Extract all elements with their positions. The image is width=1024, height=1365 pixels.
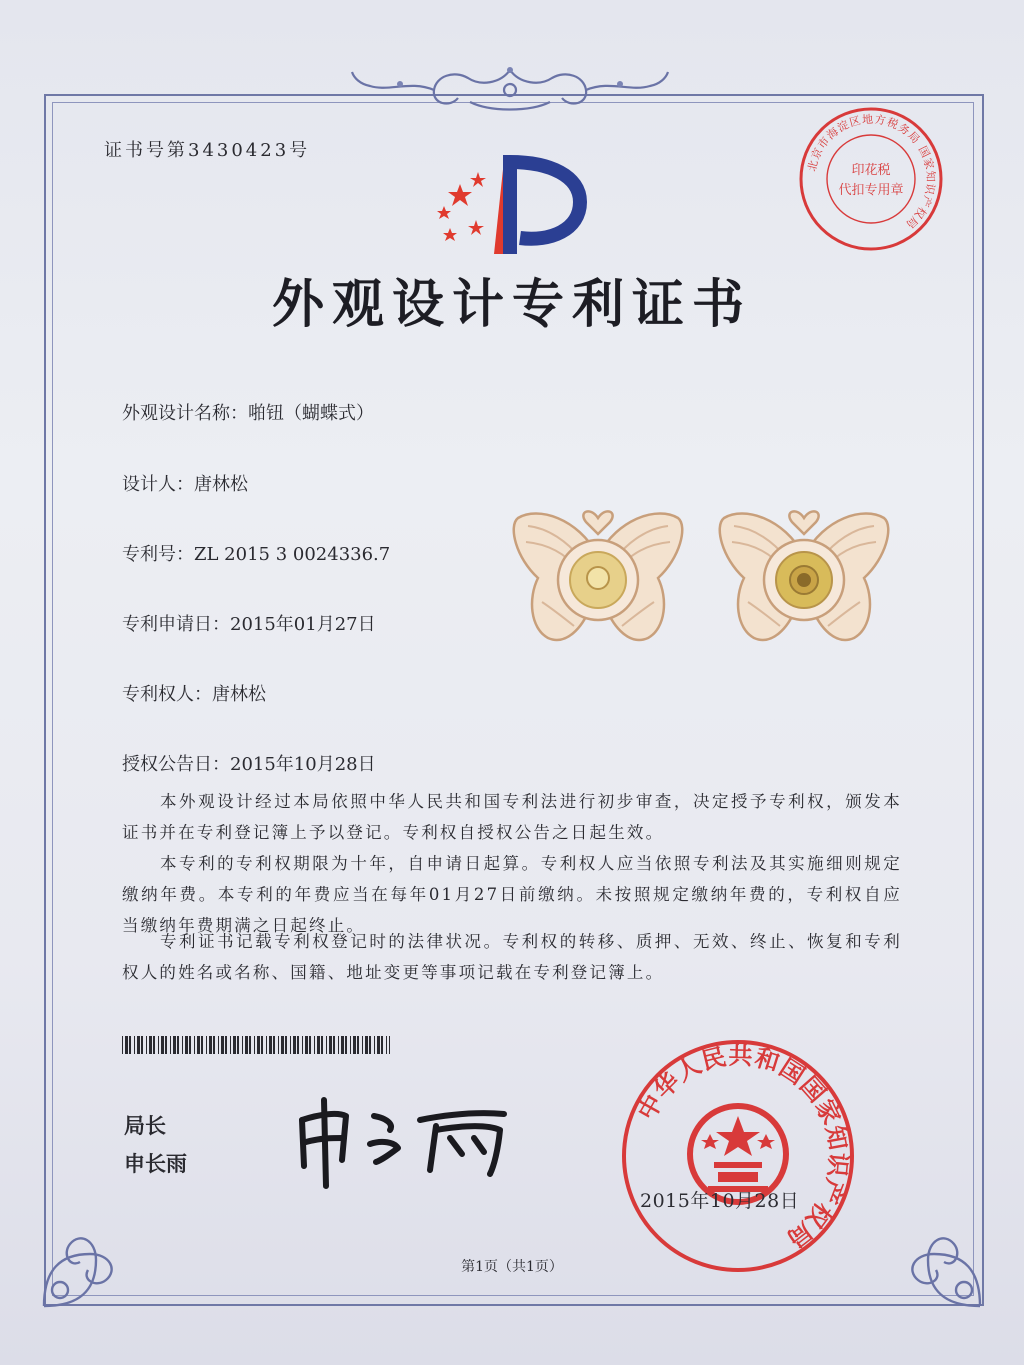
barcode-bar [194, 1036, 195, 1054]
patent-holder-label: 专利权人： [122, 684, 212, 705]
announce-date-value: 2015年10月28日 [230, 754, 376, 775]
barcode-bar [254, 1036, 255, 1054]
barcode-bar [341, 1036, 344, 1054]
body-paragraph-1: 本外观设计经过本局依照中华人民共和国专利法进行初步审查，决定授予专利权，颁发本证书并在专利登记簿上予以登记。专利权自授权公告之日起生效。 [122, 792, 902, 842]
barcode-bar [362, 1036, 363, 1054]
barcode-bar [333, 1036, 335, 1054]
barcode-bar [201, 1036, 203, 1054]
barcode-bar [146, 1036, 147, 1054]
barcode-bar [213, 1036, 215, 1054]
design-name-field [122, 399, 374, 425]
barcode-bar [218, 1036, 219, 1054]
tax-stamp-seal [796, 104, 946, 254]
body-paragraph-3: 专利证书记载专利权登记时的法律状况。专利权的转移、质押、无效、终止、恢复和专利权人的姓名或名称、国籍、地址变更等事项记载在专利登记簿上。 [122, 932, 902, 982]
barcode-bar [137, 1036, 140, 1054]
announce-date-field [122, 750, 376, 776]
barcode-bar [185, 1036, 188, 1054]
barcode-icon [122, 1036, 390, 1054]
barcode-bar [345, 1036, 347, 1054]
barcode-bar [386, 1036, 387, 1054]
barcode-bar [221, 1036, 224, 1054]
certificate-number: 证书号第3430423号 [104, 140, 311, 161]
barcode-bar [158, 1036, 159, 1054]
patent-office-logo-icon [420, 150, 600, 270]
svg-text:北京市海淀区地方税务局 国家知识产权局: 北京市海淀区地方税务局 国家知识产权局 [805, 112, 938, 232]
barcode-bar [177, 1036, 179, 1054]
body-paragraph-2: 本专利的专利权期限为十年，自申请日起算。专利权人应当依照专利法及其实施细则规定缴纳年费。本专利的年费应当在每年01月27日前缴纳。未按照规定缴纳年费的，专利权自应当缴纳年费期满之日起终止。 [122, 854, 902, 935]
barcode-bar [165, 1036, 167, 1054]
barcode-bar [317, 1036, 320, 1054]
barcode-bar [225, 1036, 227, 1054]
barcode-bar [281, 1036, 284, 1054]
tax-seal-center-line1: 印花税 [851, 163, 891, 178]
designer-label: 设计人： [122, 474, 194, 495]
barcode-bar [278, 1036, 279, 1054]
barcode-bar [197, 1036, 200, 1054]
svg-text:中华人民共和国国家知识产权局: 中华人民共和国国家知识产权局 [632, 1041, 853, 1254]
certificate-title: 外观设计专利证书 [271, 275, 752, 335]
patent-holder-field [122, 680, 266, 706]
barcode-bar [245, 1036, 248, 1054]
barcode-bar [161, 1036, 164, 1054]
barcode-bar [374, 1036, 375, 1054]
barcode-bar [285, 1036, 287, 1054]
patent-number-value: ZL 2015 3 0024336.7 [194, 544, 391, 565]
top-ornament-icon [350, 62, 670, 116]
barcode-bar [257, 1036, 260, 1054]
announce-date-label: 授权公告日： [122, 754, 230, 775]
barcode-bar [302, 1036, 303, 1054]
seal-date: 2015年10月28日 [640, 1190, 800, 1212]
barcode-bar [230, 1036, 231, 1054]
barcode-bar [266, 1036, 267, 1054]
state-ip-office-seal [618, 1036, 858, 1276]
barcode-bar [389, 1036, 390, 1054]
barcode-bar [326, 1036, 327, 1054]
barcode-bar [189, 1036, 191, 1054]
barcode-bar [170, 1036, 171, 1054]
barcode-bar [134, 1036, 135, 1054]
barcode-bar [173, 1036, 176, 1054]
barcode-bar [261, 1036, 263, 1054]
barcode-bar [297, 1036, 299, 1054]
barcode-bar [206, 1036, 207, 1054]
patent-number-label: 专利号： [122, 544, 194, 565]
barcode-bar [338, 1036, 339, 1054]
barcode-bar [321, 1036, 323, 1054]
director-title: 局长 [124, 1114, 166, 1138]
barcode-bar [357, 1036, 359, 1054]
page-info: 第1页（共1页） [461, 1259, 563, 1275]
barcode-bar [242, 1036, 243, 1054]
barcode-bar [233, 1036, 236, 1054]
barcode-bar [314, 1036, 315, 1054]
director-signature [290, 1090, 530, 1190]
tax-seal-center-line2: 代扣专用章 [838, 183, 904, 198]
barcode-bar [153, 1036, 155, 1054]
barcode-bar [369, 1036, 371, 1054]
barcode-bar [309, 1036, 311, 1054]
design-name-label: 外观设计名称： [122, 403, 248, 424]
designer-value: 唐林松 [194, 474, 248, 495]
barcode-bar [129, 1036, 131, 1054]
patent-holder-value: 唐林松 [212, 684, 266, 705]
butterfly-button-front-image [508, 498, 688, 668]
patent-number-field [122, 540, 390, 566]
barcode-bar [305, 1036, 308, 1054]
apply-date-value: 2015年01月27日 [230, 614, 376, 635]
barcode-bar [182, 1036, 183, 1054]
apply-date-field [122, 610, 376, 636]
barcode-bar [290, 1036, 291, 1054]
barcode-bar [377, 1036, 380, 1054]
barcode-bar [149, 1036, 152, 1054]
barcode-bar [209, 1036, 212, 1054]
barcode-bar [269, 1036, 272, 1054]
barcode-bar [273, 1036, 275, 1054]
barcode-bar [381, 1036, 383, 1054]
barcode-bar [365, 1036, 368, 1054]
director-name: 申长雨 [124, 1152, 187, 1176]
design-name-value: 啪钮（蝴蝶式） [248, 403, 374, 424]
barcode-bar [122, 1036, 123, 1054]
barcode-bar [249, 1036, 251, 1054]
barcode-bar [329, 1036, 332, 1054]
barcode-bar [293, 1036, 296, 1054]
barcode-bar [353, 1036, 356, 1054]
barcode-bar [125, 1036, 128, 1054]
barcode-bar [350, 1036, 351, 1054]
apply-date-label: 专利申请日： [122, 614, 230, 635]
barcode-bar [237, 1036, 239, 1054]
butterfly-button-back-image [714, 498, 894, 668]
designer-field [122, 470, 248, 496]
barcode-bar [141, 1036, 143, 1054]
